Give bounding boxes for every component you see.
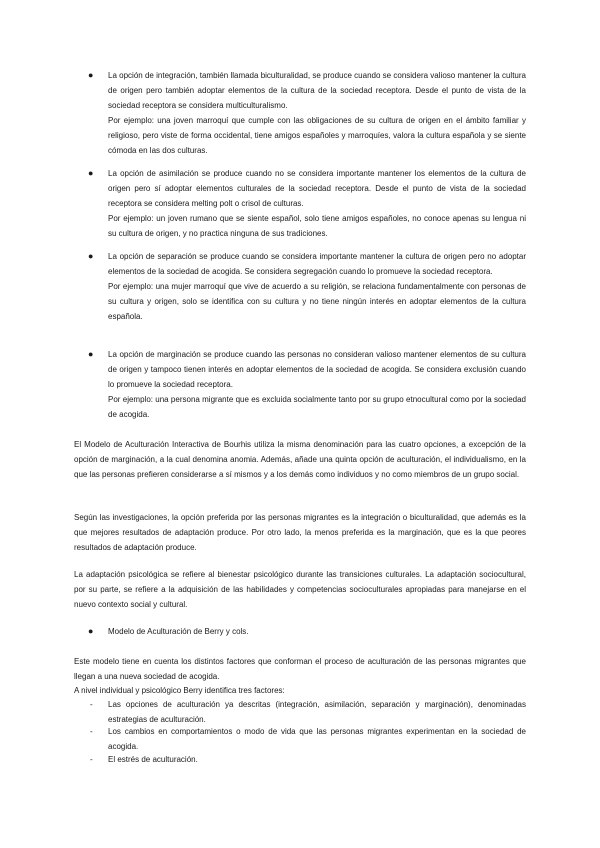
option-example: Por ejemplo: una joven marroquí que cumple con las obligaciones de su cultura de origen en el ámbito familiar y religioso, pero viste de forma occidental, tiene amigos españoles y marroquíes, valora la cultura española y se siente cómoda en las dos culturas.: [108, 116, 526, 155]
bullet-marker: ●: [88, 70, 94, 80]
option-example: Por ejemplo: una persona migrante que es excluida socialmente tanto por su grupo etnocultural como por la sociedad de acogida.: [108, 395, 526, 419]
dash-marker: -: [90, 727, 93, 736]
bullet-marker: ●: [88, 626, 94, 636]
factor-item: El estrés de aculturación.: [108, 755, 198, 764]
option-separacion: [108, 249, 526, 324]
option-integracion: [108, 68, 526, 158]
paragraph-bourhis: El Modelo de Aculturación Interactiva de Bourhis utiliza la misma denominación para las cuatro opciones, a excepción de la opción de marginación, a la cual denomina anomia. Además, añade una quinta opción de aculturación, el individualismo, en la que las personas prefieren considerarse a sí mismos y a los demás como individuos y no como miembros de un grupo social.: [74, 440, 526, 479]
factor-item: Los cambios en comportamientos o modo de vida que las personas migrantes experimentan en la sociedad de acogida.: [108, 727, 526, 751]
berry-heading: Modelo de Aculturación de Berry y cols.: [108, 627, 249, 636]
factor-item: Las opciones de aculturación ya descritas (integración, asimilación, separación y marginación), denominadas estrategias de aculturación.: [108, 700, 526, 724]
option-example: Por ejemplo: una mujer marroquí que vive de acuerdo a su religión, se relaciona fundamentalmente con personas de su cultura y origen, solo se identifica con su cultura y no tiene ningún interés en adoptar elementos de la cultura española.: [108, 282, 526, 321]
option-example: Por ejemplo: un joven rumano que se siente español, solo tiene amigos españoles, no conoce apenas su lengua ni su cultura de origen, y no practica ninguna de sus tradiciones.: [108, 214, 526, 238]
option-marginacion: [108, 347, 526, 422]
bullet-marker: ●: [88, 168, 94, 178]
option-definition: La opción de marginación se produce cuando las personas no consideran valioso mantener elementos de su cultura de origen y tampoco tienen interés en adoptar elementos de la sociedad de acogida. Se considera exclusión cuando lo promueve la sociedad receptora.: [108, 350, 526, 389]
option-definition: La opción de asimilación se produce cuando no se considera importante mantener los elementos de la cultura de origen pero sí adoptar elementos culturales de la sociedad receptora. Desde el punto de vista de la sociedad receptora se considera melting polt o crisol de culturas.: [108, 169, 526, 208]
dash-marker: -: [90, 755, 93, 764]
option-definition: La opción de integración, también llamada biculturalidad, se produce cuando se considera valioso mantener la cultura de origen pero también adoptar elementos de la cultura de la sociedad receptora. Desde el punto de vista de la sociedad receptora se considera multiculturalismo.: [108, 71, 526, 110]
berry-intro: Este modelo tiene en cuenta los distintos factores que conforman el proceso de aculturación de las personas migrantes que llegan a una nueva sociedad de acogida.: [74, 657, 526, 681]
bullet-marker: ●: [88, 349, 94, 359]
bullet-marker: ●: [88, 251, 94, 261]
paragraph-research: Según las investigaciones, la opción preferida por las personas migrantes es la integración o biculturalidad, que además es la que mejores resultados de adaptación produce. Por otro lado, la menos preferida es la marginación, que es la que peores resultados de adaptación produce.: [74, 513, 526, 552]
option-asimilacion: [108, 166, 526, 241]
option-definition: La opción de separación se produce cuando se considera importante mantener la cultura de origen pero no adoptar elementos de la sociedad de acogida. Se considera segregación cuando lo promueve la sociedad receptora.: [108, 252, 526, 276]
dash-marker: -: [90, 700, 93, 709]
berry-lead: A nivel individual y psicológico Berry identifica tres factores:: [74, 686, 285, 695]
paragraph-adaptation: La adaptación psicológica se refiere al bienestar psicológico durante las transiciones culturales. La adaptación sociocultural, por su parte, se refiere a la adquisición de las habilidades y competencias socioculturales apropiadas para manejarse en el nuevo contexto social y cultural.: [74, 570, 526, 609]
